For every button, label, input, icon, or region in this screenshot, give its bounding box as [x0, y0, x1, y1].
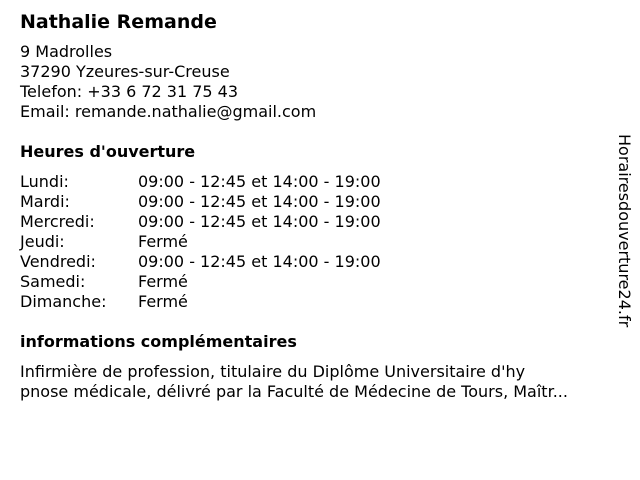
- day-label: Dimanche:: [20, 292, 107, 311]
- business-name: Nathalie Remande: [20, 11, 217, 33]
- day-hours: Fermé: [138, 232, 188, 251]
- address-street: 9 Madrolles: [20, 42, 113, 61]
- hours-row-tuesday: [20, 192, 610, 212]
- description-line: pnose médicale, délivré par la Faculté de Médecine de Tours, Maîtr...: [20, 382, 568, 401]
- day-hours: 09:00 - 12:45 et 14:00 - 19:00: [138, 252, 381, 271]
- day-hours: 09:00 - 12:45 et 14:00 - 19:00: [138, 192, 381, 211]
- day-hours: Fermé: [138, 272, 188, 291]
- hours-row-saturday: [20, 272, 610, 292]
- day-hours: Fermé: [138, 292, 188, 311]
- day-label: Mercredi:: [20, 212, 95, 231]
- hours-table: [20, 172, 610, 312]
- info-heading: informations complémentaires: [20, 332, 297, 351]
- day-hours: 09:00 - 12:45 et 14:00 - 19:00: [138, 172, 381, 191]
- hours-row-monday: [20, 172, 610, 192]
- business-card: [20, 10, 610, 402]
- hours-heading: Heures d'ouverture: [20, 142, 196, 161]
- day-label: Vendredi:: [20, 252, 96, 271]
- day-hours: 09:00 - 12:45 et 14:00 - 19:00: [138, 212, 381, 231]
- address-city: 37290 Yzeures-sur-Creuse: [20, 62, 230, 81]
- hours-row-wednesday: [20, 212, 610, 232]
- site-watermark: Horairesdouverture24.fr: [615, 134, 634, 328]
- phone-number: Telefon: +33 6 72 31 75 43: [20, 82, 239, 101]
- description-line: Infirmière de profession, titulaire du Diplôme Universitaire d'hy: [20, 362, 526, 381]
- day-label: Lundi:: [20, 172, 69, 191]
- contact-block: [20, 42, 610, 122]
- hours-row-thursday: [20, 232, 610, 252]
- hours-row-friday: [20, 252, 610, 272]
- hours-row-sunday: [20, 292, 610, 312]
- day-label: Jeudi:: [20, 232, 65, 251]
- day-label: Mardi:: [20, 192, 70, 211]
- email-address: Email: remande.nathalie@gmail.com: [20, 102, 317, 121]
- day-label: Samedi:: [20, 272, 86, 291]
- info-description: [20, 362, 610, 402]
